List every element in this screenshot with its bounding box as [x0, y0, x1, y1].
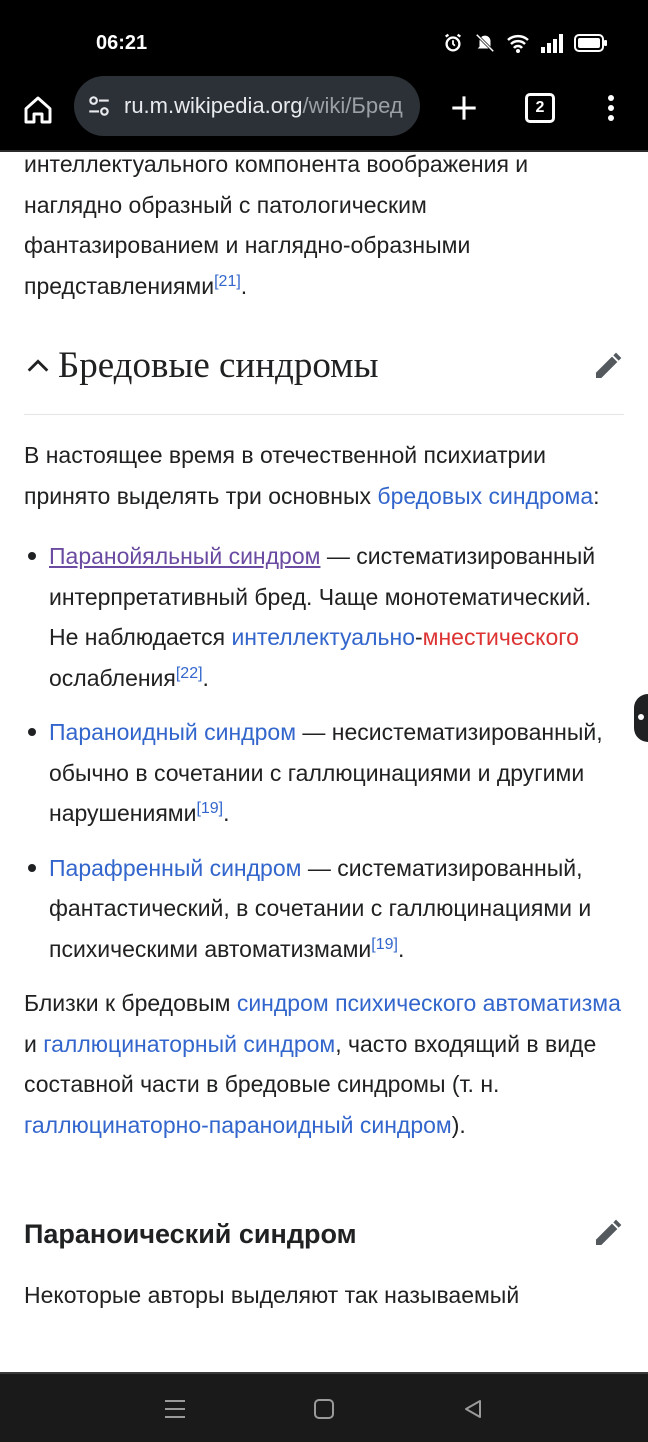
tab-switcher-icon: 2 — [525, 93, 555, 123]
status-time: 06:21 — [96, 32, 148, 54]
section-title: Бредовые синдромы — [58, 345, 379, 386]
item-end: . — [202, 664, 209, 691]
back-button[interactable] — [460, 1396, 486, 1422]
intro-end: . — [240, 272, 248, 299]
subsection-heading — [24, 1219, 624, 1279]
section-heading[interactable] — [24, 332, 624, 415]
list-item — [24, 712, 624, 834]
reference-22[interactable]: [22] — [175, 664, 203, 682]
reference-19[interactable]: [19] — [196, 800, 224, 817]
url-host: ru.m.wikipedia.org — [124, 93, 303, 118]
link-intellectual[interactable]: интеллектуально — [231, 624, 415, 650]
new-tab-button[interactable] — [442, 86, 486, 130]
status-bar — [0, 0, 648, 80]
wifi-icon — [506, 32, 530, 54]
intro-paragraph — [24, 144, 624, 306]
back-triangle-icon — [462, 1398, 484, 1420]
mute-icon — [474, 32, 496, 54]
pencil-icon[interactable] — [592, 350, 624, 382]
bullet — [28, 552, 36, 560]
address-bar[interactable] — [74, 76, 420, 136]
subsection-text: Некоторые авторы выделяют так называемый — [24, 1282, 520, 1308]
section-paragraph — [24, 435, 624, 516]
home-nav-button[interactable] — [311, 1396, 337, 1422]
kebab-menu-icon — [607, 94, 615, 122]
url-text — [124, 93, 403, 119]
reference-21[interactable]: [21] — [214, 272, 241, 290]
plus-icon — [450, 94, 478, 122]
closing-paragraph — [24, 983, 624, 1145]
link-hallucinatory-syndrome[interactable]: галлюцинаторный синдром — [43, 1030, 336, 1057]
home-button[interactable] — [16, 88, 60, 132]
item-text: — систематизированный, фантастический, в сочетании с галлюцинациями и психическими автоматизмами — [49, 854, 592, 962]
link-hallucinatory-paranoid[interactable]: галлюцинаторно-параноидный синдром — [24, 1111, 452, 1138]
link-delusional-syndromes[interactable]: бредовых синдрома — [377, 482, 594, 509]
home-icon — [22, 94, 54, 126]
subsection-title: Параноический синдром — [24, 1219, 357, 1249]
reference-19[interactable]: [19] — [371, 935, 398, 953]
pencil-icon[interactable] — [592, 1217, 624, 1249]
url-path: /wiki/Бред — [302, 93, 403, 118]
item-dash: - — [414, 624, 423, 650]
status-icons — [442, 32, 608, 54]
signal-icon — [540, 32, 564, 54]
link-paranoial-syndrome[interactable]: Паранойяльный синдром — [49, 543, 321, 569]
tune-icon[interactable] — [86, 93, 112, 119]
item-end: . — [223, 800, 230, 826]
closing-text: ). — [451, 1111, 466, 1138]
section-text: В настоящее время в отечественной психиатрии принято выделять три основных — [24, 442, 546, 509]
alarm-icon — [442, 32, 464, 54]
link-paraphrenic-syndrome[interactable]: Парафренный синдром — [49, 854, 302, 881]
article-content — [24, 150, 624, 1316]
recents-icon — [163, 1398, 187, 1420]
closing-text: Близки к бредовым — [24, 990, 237, 1016]
syndrome-list — [24, 536, 624, 969]
link-mnestic[interactable]: мнестического — [422, 624, 579, 650]
list-item — [24, 536, 624, 698]
battery-icon — [574, 33, 608, 53]
link-paranoid-syndrome[interactable]: Параноидный синдром — [49, 719, 297, 745]
item-text: — несистематизированный, обычно в сочетании с галлюцинациями и другими нарушениями — [49, 719, 603, 826]
recents-button[interactable] — [162, 1396, 188, 1422]
menu-button[interactable] — [596, 86, 626, 130]
browser-toolbar — [0, 80, 648, 152]
tab-switcher-button[interactable] — [518, 86, 562, 130]
chevron-up-icon[interactable] — [24, 352, 52, 380]
link-mental-automatism[interactable]: синдром психического автоматизма — [236, 990, 621, 1016]
intro-text: интеллектуального компонента воображения и наглядно образный с патологическим фантазированием и наглядно-образными представлениями — [24, 151, 529, 299]
closing-text: и — [24, 1030, 44, 1057]
scroll-handle[interactable] — [634, 694, 648, 742]
section-colon: : — [593, 482, 600, 509]
square-icon — [313, 1398, 335, 1420]
list-item — [24, 848, 624, 970]
closing-text: , часто входящий в виде составной части в бредовые синдромы (т. н. — [24, 1030, 597, 1097]
bullet — [28, 728, 36, 736]
system-navigation-bar — [0, 1372, 648, 1442]
item-text: ослабления — [49, 664, 176, 691]
bullet — [28, 864, 36, 872]
item-end: . — [397, 935, 405, 962]
item-text: — систематизированный интерпретативный бред. Чаще монотематический. Не наблюдается — [49, 543, 596, 650]
